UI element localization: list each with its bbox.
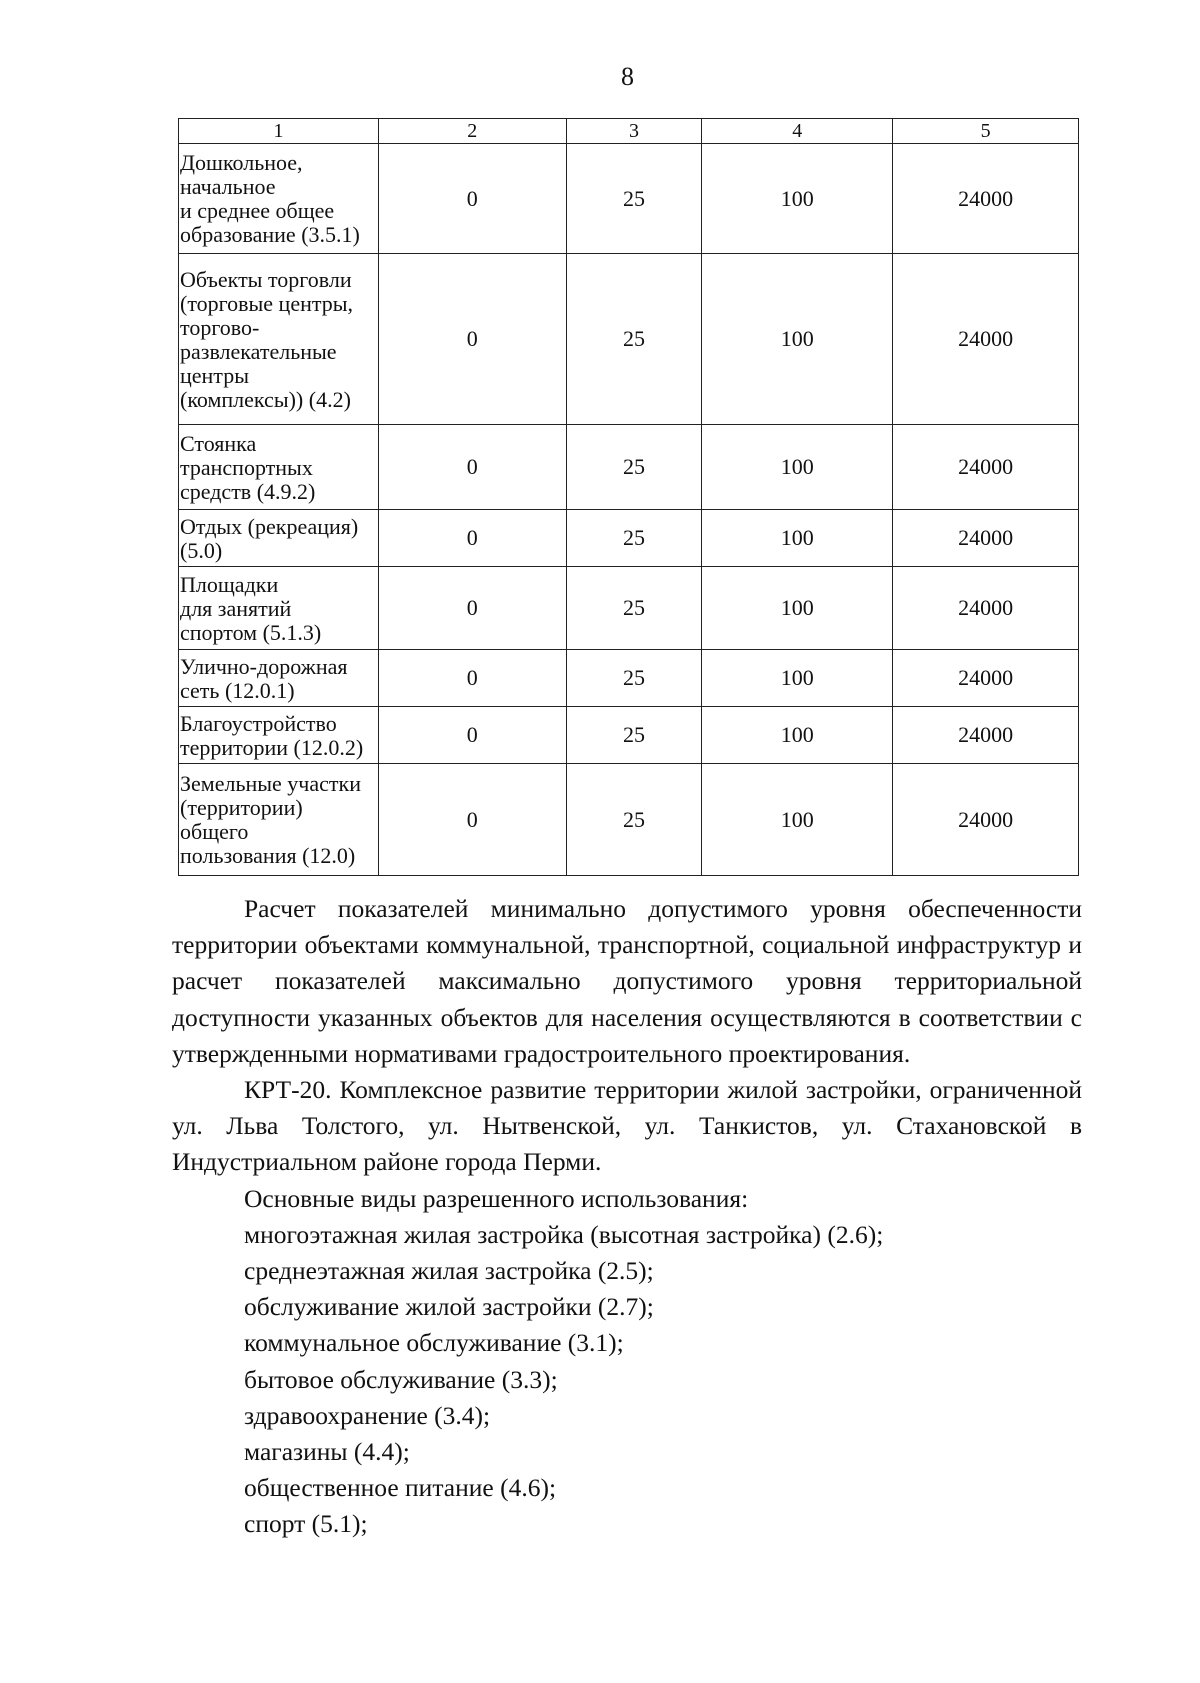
land-use-line: (комплексы)) (4.2): [180, 386, 351, 412]
table-row: [179, 764, 1079, 876]
header-cell: 5: [893, 119, 1079, 144]
value-cell-c2: 0: [378, 650, 566, 707]
value-cell-c3: 25: [566, 425, 702, 510]
value-cell-c2: 0: [378, 764, 566, 876]
table-row: [179, 254, 1079, 425]
paragraph-calculation: Расчет показателей минимально допустимого уровня обеспеченности территории объектами коммунальной, транспортной, социальной инфраструктур и расчет показателей максимально допустимого уровня территориальной доступности указанных объектов для населения осуществляются в соответствии с утвержденными нормативами градостроительного проектирования.: [172, 894, 1082, 1068]
value-cell-c5: 24000: [893, 567, 1079, 650]
value-cell-c5: 24000: [893, 707, 1079, 764]
table-row: [179, 567, 1079, 650]
list-item: общественное питание (4.6);: [244, 1473, 557, 1503]
table-row: [179, 650, 1079, 707]
table-header-row: [179, 119, 1079, 144]
value-cell-c4: 100: [702, 510, 893, 567]
list-item: магазины (4.4);: [244, 1437, 410, 1467]
value-cell-c5: 24000: [893, 254, 1079, 425]
land-use-line: и среднее общее: [180, 198, 335, 223]
land-use-line: развлекательные: [180, 338, 337, 364]
land-use-line: (5.0): [180, 537, 223, 563]
land-use-line: Улично-дорожная: [180, 653, 348, 679]
value-cell-c3: 25: [566, 707, 702, 764]
land-use-line: Площадки: [180, 571, 279, 597]
land-use-cell: [179, 510, 379, 567]
land-use-cell: [179, 144, 379, 254]
land-use-line: территории (12.0.2): [180, 734, 364, 760]
paragraph-krt20: КРТ-20. Комплексное развитие территории жилой застройки, ограниченной ул. Льва Толстого, ул. Нытвенской, ул. Танкистов, ул. Стахановской в Индустриальном районе города Перми.: [172, 1075, 1082, 1177]
header-cell: 3: [566, 119, 702, 144]
table-row: [179, 144, 1079, 254]
land-use-cell: [179, 254, 379, 425]
value-cell-c2: 0: [378, 567, 566, 650]
land-use-line: для занятий: [180, 595, 292, 621]
value-cell-c5: 24000: [893, 144, 1079, 254]
list-item: бытовое обслуживание (3.3);: [244, 1364, 558, 1394]
header-cell: 1: [179, 119, 379, 144]
land-use-line: (торговые центры,: [180, 290, 354, 316]
table-row: [179, 510, 1079, 567]
land-use-line: сеть (12.0.1): [180, 677, 295, 703]
land-use-cell: [179, 764, 379, 876]
value-cell-c2: 0: [378, 510, 566, 567]
land-use-cell: [179, 425, 379, 510]
land-use-line: Отдых (рекреация): [180, 513, 359, 539]
land-use-cell: [179, 707, 379, 764]
land-use-line: Стоянка: [180, 430, 257, 456]
value-cell-c4: 100: [702, 567, 893, 650]
land-use-line: общего: [180, 819, 249, 844]
land-use-line: Объекты торговли: [180, 266, 352, 292]
value-cell-c2: 0: [378, 144, 566, 254]
data-table: [178, 118, 1079, 876]
list-item: среднеэтажная жилая застройка (2.5);: [244, 1256, 654, 1286]
value-cell-c2: 0: [378, 707, 566, 764]
list-item: многоэтажная жилая застройка (высотная застройка) (2.6);: [244, 1219, 884, 1249]
land-use-line: центры: [180, 362, 249, 388]
land-use-line: транспортных: [180, 454, 313, 480]
list-item: спорт (5.1);: [244, 1509, 368, 1539]
land-use-line: пользования (12.0): [180, 843, 356, 868]
land-use-cell: [179, 567, 379, 650]
value-cell-c4: 100: [702, 764, 893, 876]
value-cell-c3: 25: [566, 510, 702, 567]
list-item: обслуживание жилой застройки (2.7);: [244, 1292, 654, 1322]
value-cell-c2: 0: [378, 254, 566, 425]
value-cell-c4: 100: [702, 707, 893, 764]
land-use-line: (территории): [180, 795, 303, 820]
value-cell-c3: 25: [566, 254, 702, 425]
value-cell-c4: 100: [702, 425, 893, 510]
header-cell: 4: [702, 119, 893, 144]
value-cell-c4: 100: [702, 254, 893, 425]
value-cell-c4: 100: [702, 144, 893, 254]
value-cell-c3: 25: [566, 144, 702, 254]
land-use-line: Земельные участки: [180, 771, 361, 796]
land-use-line: Благоустройство: [180, 710, 337, 736]
land-use-line: начальное: [180, 174, 276, 199]
value-cell-c5: 24000: [893, 425, 1079, 510]
list-item: коммунальное обслуживание (3.1);: [244, 1328, 624, 1358]
value-cell-c5: 24000: [893, 510, 1079, 567]
header-cell: 2: [378, 119, 566, 144]
list-heading: Основные виды разрешенного использования:: [244, 1183, 749, 1213]
value-cell-c5: 24000: [893, 650, 1079, 707]
value-cell-c4: 100: [702, 650, 893, 707]
value-cell-c2: 0: [378, 425, 566, 510]
body-text: [172, 891, 1082, 1543]
land-use-line: Дошкольное,: [180, 150, 303, 175]
value-cell-c3: 25: [566, 567, 702, 650]
page-number: 8: [621, 62, 634, 91]
table-row: [179, 425, 1079, 510]
value-cell-c3: 25: [566, 650, 702, 707]
land-use-line: торгово-: [180, 314, 260, 340]
value-cell-c5: 24000: [893, 764, 1079, 876]
list-item: здравоохранение (3.4);: [244, 1400, 491, 1430]
table-row: [179, 707, 1079, 764]
land-use-cell: [179, 650, 379, 707]
land-use-line: образование (3.5.1): [180, 222, 360, 247]
value-cell-c3: 25: [566, 764, 702, 876]
land-use-line: средств (4.9.2): [180, 478, 316, 504]
permitted-uses-list: [172, 1217, 1082, 1543]
land-use-line: спортом (5.1.3): [180, 619, 322, 645]
